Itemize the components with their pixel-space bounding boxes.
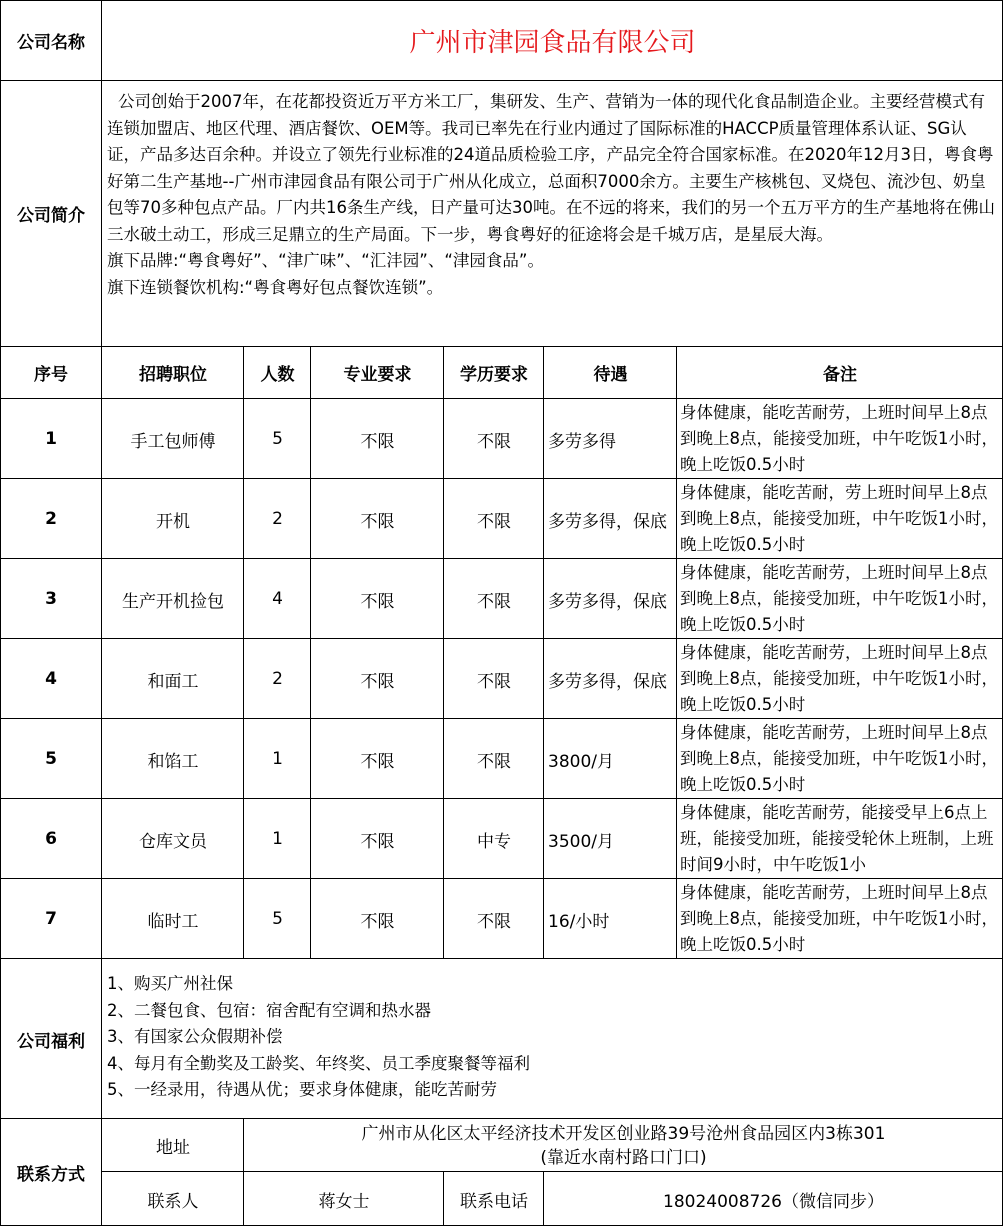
intro-paragraph: 公司创始于2007年，在花都投资近万平方米工厂，集研发、生产、营销为一体的现代化食品制造企业。主要经营模式有连锁加盟店、地区代理、酒店餐饮、OEM等。我司已率先在行业内通过了国际标准的HACCP质量管理体系认证、SG认证，产品多达百余种。并设立了领先行业标准的24道品质检验工序，产品完全符合国家标准。在2020年12月3日，粤食粤好第二生产基地--广州市津园食品有限公司于广州从化成立，总面积7000余方。主要生产核桃包、叉烧包、流沙包、奶皇包等70多种包点产品。厂内共16条生产线，日产量可达30吨。在不远的将来，我们的另一个五万平方的生产基地将在佛山三水破土动工，形成三足鼎立的生产局面。下一步，粤食粤好的征途将会是千城万店，是星辰大海。 xyxy=(107,92,995,244)
intro-brands: 旗下品牌:“粤食粤好”、“津广味”、“汇沣园”、“津园食品”。 xyxy=(107,251,544,270)
job-row-2-position: 开机 xyxy=(156,511,190,532)
intro-chain: 旗下连锁餐饮机构:“粤食粤好包点餐饮连锁”。 xyxy=(107,277,444,297)
header-count: 人数 xyxy=(260,365,295,385)
job-row-1-pay: 多劳多得 xyxy=(548,431,616,452)
header-pay: 待遇 xyxy=(593,365,628,385)
job-row-4-position: 和面工 xyxy=(147,671,199,692)
job-row-6-count: 1 xyxy=(272,829,283,849)
benefit-item: 2、二餐包食、包宿：宿舍配有空调和热水器 xyxy=(107,1000,431,1020)
grid-line xyxy=(443,1172,444,1226)
job-row-4-pay: 多劳多得，保底 xyxy=(548,671,667,692)
job-row-4-major: 不限 xyxy=(360,671,395,692)
grid-line xyxy=(0,478,1003,479)
grid-line xyxy=(0,798,1003,799)
grid-line xyxy=(0,638,1003,639)
job-row-1-position: 手工包师傅 xyxy=(130,431,216,452)
job-row-2-education: 不限 xyxy=(477,511,511,532)
job-row-4-count: 2 xyxy=(272,669,283,689)
benefit-item: 1、购买广州社保 xyxy=(107,974,233,993)
grid-line xyxy=(0,0,1,1226)
contact-label: 联系方式 xyxy=(17,1165,85,1185)
header-position: 招聘职位 xyxy=(139,365,207,385)
header-major: 专业要求 xyxy=(343,365,412,385)
header-note: 备注 xyxy=(823,365,857,385)
job-row-4-education: 不限 xyxy=(477,671,511,692)
grid-line xyxy=(543,346,544,959)
grid-line xyxy=(0,958,1003,959)
benefit-item: 4、每月有全勤奖及工龄奖、年终奖、员工季度聚餐等福利 xyxy=(107,1053,530,1073)
job-row-2-note: 身体健康，能吃苦耐，劳上班时间早上8点到晚上8点，能接受加班，中午吃饭1小时，晚上吃饭0.5小时 xyxy=(680,483,998,554)
grid-line xyxy=(0,718,1003,719)
grid-line xyxy=(0,80,1003,81)
job-row-4-note: 身体健康，能吃苦耐劳，上班时间早上8点到晚上8点，能接受加班，中午吃饭1小时，晚上吃饭0.5小时 xyxy=(680,643,998,714)
job-row-6-major: 不限 xyxy=(360,831,395,852)
header-no: 序号 xyxy=(34,365,68,385)
address-line-1: 广州市从化区太平经济技术开发区创业路39号沧州食品园区内3栋301 xyxy=(361,1123,886,1144)
job-row-6-position: 仓库文员 xyxy=(139,831,207,852)
job-row-1-no: 1 xyxy=(45,429,57,449)
job-row-2-pay: 多劳多得，保底 xyxy=(548,511,667,532)
address-label: 地址 xyxy=(156,1138,190,1158)
contact-person-label: 联系人 xyxy=(147,1191,199,1212)
job-row-7-note: 身体健康，能吃苦耐劳，上班时间早上8点到晚上8点，能接受加班，中午吃饭1小时，晚上吃饭0.5小时 xyxy=(680,883,998,954)
job-row-3-pay: 多劳多得，保底 xyxy=(548,591,667,612)
grid-line xyxy=(443,346,444,959)
grid-line xyxy=(676,346,677,959)
company-intro-label: 公司简介 xyxy=(17,206,85,226)
benefit-item: 5、一经录用，待遇从优；要求身体健康，能吃苦耐劳 xyxy=(107,1080,497,1099)
job-row-6-no: 6 xyxy=(45,829,57,849)
job-row-7-pay: 16/小时 xyxy=(548,911,610,932)
grid-line xyxy=(243,1119,244,1226)
contact-person-value: 蒋女士 xyxy=(318,1191,370,1212)
job-row-3-no: 3 xyxy=(45,589,57,609)
benefits-label: 公司福利 xyxy=(17,1031,85,1052)
grid-line xyxy=(310,346,311,959)
company-name-label: 公司名称 xyxy=(17,33,85,53)
job-row-1-education: 不限 xyxy=(477,431,511,452)
job-row-1-major: 不限 xyxy=(360,431,395,452)
grid-line xyxy=(0,878,1003,879)
company-name-title: 广州市津园食品有限公司 xyxy=(409,28,696,58)
job-row-3-note: 身体健康，能吃苦耐劳，上班时间早上8点到晚上8点，能接受加班，中午吃饭1小时，晚上吃饭0.5小时 xyxy=(680,563,998,634)
grid-line xyxy=(101,0,102,1226)
job-row-3-major: 不限 xyxy=(360,591,395,612)
grid-line xyxy=(543,1172,544,1226)
benefits-list xyxy=(102,959,1003,1119)
grid-line xyxy=(0,398,1003,399)
job-row-1-note: 身体健康，能吃苦耐劳，上班时间早上8点到晚上8点，能接受加班，中午吃饭1小时，晚上吃饭0.5小时 xyxy=(680,403,998,474)
grid-line xyxy=(0,0,1003,1)
contact-phone-value: 18024008726（微信同步） xyxy=(663,1191,884,1212)
job-row-1-count: 5 xyxy=(272,429,283,449)
job-row-7-position: 临时工 xyxy=(147,911,199,932)
job-row-3-position: 生产开机捡包 xyxy=(122,591,224,612)
grid-line xyxy=(0,558,1003,559)
job-row-6-pay: 3500/月 xyxy=(548,831,614,852)
grid-line xyxy=(243,346,244,959)
grid-line xyxy=(102,1171,1003,1172)
job-row-5-no: 5 xyxy=(45,749,57,769)
grid-line xyxy=(0,346,1003,347)
job-row-5-count: 1 xyxy=(272,749,283,769)
job-row-5-pay: 3800/月 xyxy=(548,751,614,772)
job-row-3-education: 不限 xyxy=(477,591,511,612)
job-row-2-no: 2 xyxy=(45,509,57,529)
job-row-2-count: 2 xyxy=(272,509,283,529)
job-row-6-education: 中专 xyxy=(477,831,511,852)
job-row-2-major: 不限 xyxy=(360,511,395,532)
job-row-5-note: 身体健康，能吃苦耐劳，上班时间早上8点到晚上8点，能接受加班，中午吃饭1小时，晚上吃饭0.5小时 xyxy=(680,723,998,794)
job-row-4-no: 4 xyxy=(45,669,57,689)
job-row-3-count: 4 xyxy=(272,589,283,609)
job-row-5-major: 不限 xyxy=(360,751,395,772)
grid-line xyxy=(0,1118,1003,1119)
job-row-7-major: 不限 xyxy=(360,911,395,932)
benefit-item: 3、有国家公众假期补偿 xyxy=(107,1027,283,1046)
job-row-7-no: 7 xyxy=(45,909,57,929)
header-education: 学历要求 xyxy=(460,365,528,385)
address-value xyxy=(244,1119,1003,1172)
job-row-7-count: 5 xyxy=(272,909,283,929)
company-intro-text xyxy=(102,81,1003,346)
job-row-5-position: 和馅工 xyxy=(147,751,199,772)
job-row-7-education: 不限 xyxy=(477,911,511,932)
job-row-6-note: 身体健康，能吃苦耐劳，能接受早上6点上班，能接受加班，能接受轮休上班制，上班时间9小时，中午吃饭1小 xyxy=(680,803,994,874)
contact-phone-label: 联系电话 xyxy=(460,1191,528,1212)
address-line-2: (靠近水南村路口门口) xyxy=(540,1147,707,1168)
job-row-5-education: 不限 xyxy=(477,751,511,772)
